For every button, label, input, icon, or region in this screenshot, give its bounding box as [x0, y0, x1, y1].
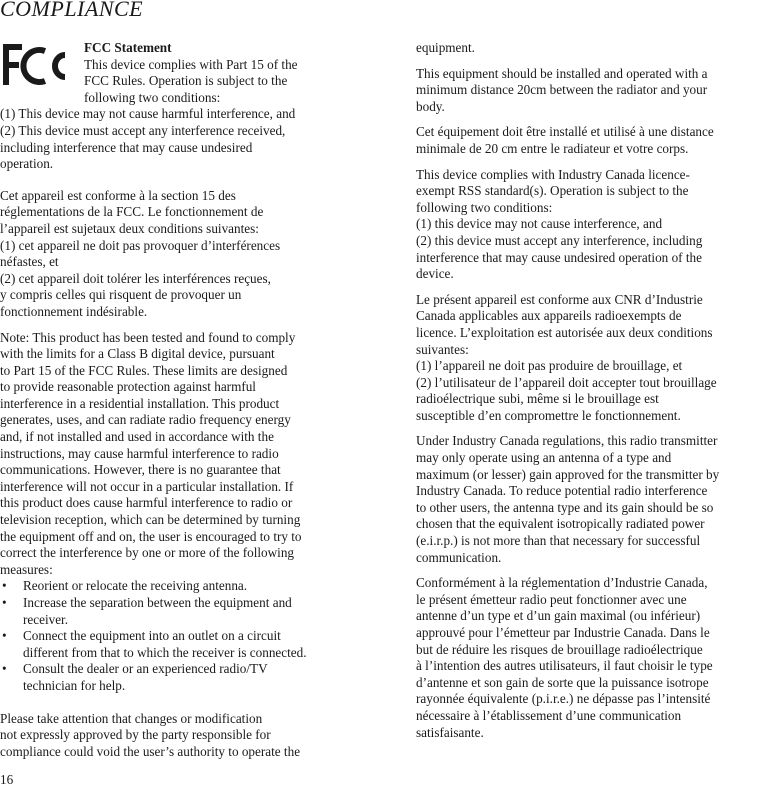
- fcc-conditions: (1) This device may not cause harmful interference, and (2) This device must accept any interference received, including interference that may cause undesired operation.: [0, 106, 296, 172]
- paragraph: Note: This product has been tested and found to comply with the limits for a Class B digital device, pursuant to Part 15 of the FCC Rules. These limits are designed to provide reasonable protection against harmful interference in a residential installation. This product generates, uses, and can radiate radio frequency energy and, if not installed and used in accordance with the instructions, may cause harmful interference to radio communications. However, there is no guarantee that interference will not occur in a particular installation. If this product does cause harmful interference to radio or television reception, which can be determined by turning the equipment off and on, the user is encouraged to try to correct the interference by one or more of the following measures:: [0, 329, 302, 577]
- measures-list: [0, 578, 350, 694]
- fcc-statement-header: [84, 40, 350, 106]
- fcc-intro-line: FCC Rules. Operation is subject to the: [84, 73, 288, 89]
- paragraph: Under Industry Canada regulations, this radio transmitter may only operate using an antenna of a type and maximum (or lesser) gain approved for the transmitter by Industry Canada. To reduce potential radio interference to other users, the antenna type and its gain should be so chosen that the equivalent isotropically radiated power (e.i.r.p.) is not more than that necessary for successful communication.: [416, 433, 720, 565]
- paragraph: Conformément à la réglementation d’Industrie Canada, le présent émetteur radio peut fonctionner avec une antenne d’un type et d’un gain maximal (ou inférieur) approuvé pour l’émetteur par Industrie Canada. Dans le but de réduire les risques de brouillage radioélectrique à l’intention des autres utilisateurs, il faut choisir le type d’antenne et son gain de sorte que la puissance isotrope rayonnée équivalente (p.i.r.e.) ne dépasse pas l’intensité nécessaire à l’établissement d’une communication satisfaisante.: [416, 575, 713, 740]
- paragraph: This device complies with Industry Canada licence- exempt RSS standard(s). Operation is subject to the following two conditions: (1) this device may not cause interference, and (2) this device must accept any interference, including interference that may cause undesired operation of the device.: [416, 166, 703, 282]
- list-item: • Reorient or relocate the receiving antenna.: [0, 578, 350, 595]
- list-item: • Consult the dealer or an experienced radio/TV technician for help.: [0, 661, 350, 694]
- list-item: • Increase the separation between the equipment and receiver.: [0, 595, 350, 628]
- right-column: [416, 40, 757, 750]
- list-item: • Connect the equipment into an outlet on a circuit different from that to which the receiver is connected.: [0, 628, 350, 661]
- fcc-intro-line: This device complies with Part 15 of the: [84, 56, 298, 72]
- page-number: 16: [0, 772, 14, 787]
- paragraph: Cet équipement doit être installé et utilisé à une distance minimale de 20 cm entre le radiateur et votre corps.: [416, 124, 714, 156]
- fcc-intro-line: following two conditions:: [84, 89, 221, 105]
- paragraph: This equipment should be installed and operated with a minimum distance 20cm between the radiator and your body.: [416, 65, 708, 114]
- fcc-heading: FCC Statement: [84, 40, 172, 55]
- paragraph: Le présent appareil est conforme aux CNR d’Industrie Canada applicables aux appareils radioexempts de licence. L’exploitation est autorisée aux deux conditions suivantes: (1) l’appareil ne doit pas produire de brouillage, et (2) l’utilisateur de l’appareil doit accepter tout brouillage radioélectrique subi, même si le brouillage est susceptible d’en compromettre le fonctionnement.: [416, 291, 717, 423]
- paragraph: equipment.: [416, 40, 475, 55]
- page-title: COMPLIANCE: [0, 0, 144, 21]
- paragraph: Please take attention that changes or modification not expressly approved by the party responsible for compliance could void the user’s authority to operate the: [0, 710, 301, 759]
- paragraph: Cet appareil est conforme à la section 15 des réglementations de la FCC. Le fonctionnement de l’appareil est sujetaux deux conditions suivantes: (1) cet appareil ne doit pas provoquer d’interférences néfastes, et (2) cet appareil doit tolérer les interférences reçues, y compris celles qui risquent de provoquer un fonctionnement indésirable.: [0, 187, 281, 319]
- left-column: [0, 40, 350, 769]
